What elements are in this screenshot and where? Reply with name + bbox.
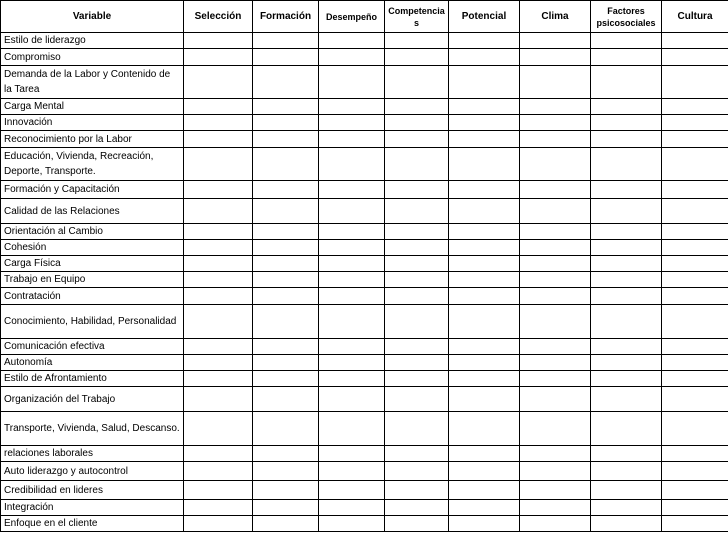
empty-cell[interactable] bbox=[385, 305, 449, 339]
table-row bbox=[1, 240, 728, 256]
empty-cell[interactable] bbox=[662, 148, 728, 181]
empty-cell[interactable] bbox=[520, 355, 591, 371]
empty-cell[interactable] bbox=[662, 481, 728, 500]
variable-cell: Contratación bbox=[1, 288, 184, 305]
empty-cell[interactable] bbox=[184, 99, 253, 115]
empty-cell[interactable] bbox=[385, 115, 449, 131]
empty-cell[interactable] bbox=[591, 481, 662, 500]
empty-cell[interactable] bbox=[253, 339, 319, 355]
empty-cell[interactable] bbox=[591, 240, 662, 256]
empty-cell[interactable] bbox=[449, 256, 520, 272]
empty-cell[interactable] bbox=[591, 500, 662, 516]
empty-cell[interactable] bbox=[253, 33, 319, 49]
empty-cell[interactable] bbox=[319, 131, 385, 148]
empty-cell[interactable] bbox=[253, 446, 319, 462]
empty-cell[interactable] bbox=[449, 305, 520, 339]
empty-cell[interactable] bbox=[449, 387, 520, 412]
table-row bbox=[1, 272, 728, 288]
variable-cell: Organización del Trabajo bbox=[1, 387, 184, 412]
empty-cell[interactable] bbox=[385, 148, 449, 181]
header-formacion: Formación bbox=[253, 1, 319, 33]
empty-cell[interactable] bbox=[449, 339, 520, 355]
empty-cell[interactable] bbox=[662, 256, 728, 272]
empty-cell[interactable] bbox=[662, 516, 728, 532]
empty-cell[interactable] bbox=[662, 240, 728, 256]
variable-cell: Orientación al Cambio bbox=[1, 224, 184, 240]
table-row bbox=[1, 224, 728, 240]
empty-cell[interactable] bbox=[662, 462, 728, 481]
empty-cell[interactable] bbox=[385, 500, 449, 516]
empty-cell[interactable] bbox=[319, 148, 385, 181]
table-row bbox=[1, 131, 728, 148]
empty-cell[interactable] bbox=[449, 272, 520, 288]
variable-cell: Credibilidad en lideres bbox=[1, 481, 184, 500]
empty-cell[interactable] bbox=[385, 33, 449, 49]
empty-cell[interactable] bbox=[520, 256, 591, 272]
empty-cell[interactable] bbox=[520, 305, 591, 339]
table-row bbox=[1, 256, 728, 272]
table-row bbox=[1, 481, 728, 500]
empty-cell[interactable] bbox=[449, 148, 520, 181]
table-row bbox=[1, 181, 728, 199]
empty-cell[interactable] bbox=[449, 224, 520, 240]
table-row bbox=[1, 412, 728, 446]
empty-cell[interactable] bbox=[319, 387, 385, 412]
empty-cell[interactable] bbox=[662, 66, 728, 99]
empty-cell[interactable] bbox=[319, 412, 385, 446]
empty-cell[interactable] bbox=[253, 240, 319, 256]
empty-cell[interactable] bbox=[591, 412, 662, 446]
empty-cell[interactable] bbox=[184, 66, 253, 99]
empty-cell[interactable] bbox=[662, 272, 728, 288]
empty-cell[interactable] bbox=[662, 500, 728, 516]
variable-cell: Enfoque en el cliente bbox=[1, 516, 184, 532]
empty-cell[interactable] bbox=[449, 199, 520, 224]
empty-cell[interactable] bbox=[591, 224, 662, 240]
empty-cell[interactable] bbox=[449, 462, 520, 481]
empty-cell[interactable] bbox=[319, 224, 385, 240]
variable-cell: Cohesión bbox=[1, 240, 184, 256]
empty-cell[interactable] bbox=[662, 446, 728, 462]
empty-cell[interactable] bbox=[449, 288, 520, 305]
empty-cell[interactable] bbox=[591, 199, 662, 224]
table-row bbox=[1, 199, 728, 224]
empty-cell[interactable] bbox=[591, 387, 662, 412]
empty-cell[interactable] bbox=[449, 446, 520, 462]
empty-cell[interactable] bbox=[184, 288, 253, 305]
empty-cell[interactable] bbox=[184, 272, 253, 288]
empty-cell[interactable] bbox=[520, 224, 591, 240]
empty-cell[interactable] bbox=[449, 240, 520, 256]
variable-cell: Estilo de liderazgo bbox=[1, 33, 184, 49]
empty-cell[interactable] bbox=[591, 66, 662, 99]
empty-cell[interactable] bbox=[662, 371, 728, 387]
empty-cell[interactable] bbox=[520, 199, 591, 224]
variable-cell: Educación, Vivienda, Recreación, Deporte, Transporte. bbox=[1, 148, 184, 181]
empty-cell[interactable] bbox=[591, 181, 662, 199]
empty-cell[interactable] bbox=[319, 500, 385, 516]
empty-cell[interactable] bbox=[520, 339, 591, 355]
empty-cell[interactable] bbox=[591, 99, 662, 115]
empty-cell[interactable] bbox=[184, 387, 253, 412]
empty-cell[interactable] bbox=[319, 481, 385, 500]
empty-cell[interactable] bbox=[385, 272, 449, 288]
empty-cell[interactable] bbox=[520, 49, 591, 66]
empty-cell[interactable] bbox=[253, 371, 319, 387]
empty-cell[interactable] bbox=[385, 355, 449, 371]
empty-cell[interactable] bbox=[662, 99, 728, 115]
empty-cell[interactable] bbox=[662, 224, 728, 240]
empty-cell[interactable] bbox=[520, 371, 591, 387]
empty-cell[interactable] bbox=[253, 115, 319, 131]
empty-cell[interactable] bbox=[319, 462, 385, 481]
empty-cell[interactable] bbox=[184, 199, 253, 224]
empty-cell[interactable] bbox=[520, 462, 591, 481]
empty-cell[interactable] bbox=[184, 412, 253, 446]
empty-cell[interactable] bbox=[319, 272, 385, 288]
empty-cell[interactable] bbox=[385, 99, 449, 115]
empty-cell[interactable] bbox=[319, 516, 385, 532]
empty-cell[interactable] bbox=[591, 288, 662, 305]
empty-cell[interactable] bbox=[662, 181, 728, 199]
table-row bbox=[1, 99, 728, 115]
empty-cell[interactable] bbox=[184, 305, 253, 339]
variable-cell: Integración bbox=[1, 500, 184, 516]
empty-cell[interactable] bbox=[591, 355, 662, 371]
empty-cell[interactable] bbox=[591, 131, 662, 148]
empty-cell[interactable] bbox=[385, 462, 449, 481]
variable-cell: Trabajo en Equipo bbox=[1, 272, 184, 288]
table-row bbox=[1, 500, 728, 516]
empty-cell[interactable] bbox=[253, 66, 319, 99]
empty-cell[interactable] bbox=[184, 181, 253, 199]
empty-cell[interactable] bbox=[319, 33, 385, 49]
variable-cell: Estilo de Afrontamiento bbox=[1, 371, 184, 387]
empty-cell[interactable] bbox=[253, 355, 319, 371]
empty-cell[interactable] bbox=[449, 412, 520, 446]
table-row bbox=[1, 305, 728, 339]
empty-cell[interactable] bbox=[591, 305, 662, 339]
table-row bbox=[1, 49, 728, 66]
variable-cell: Conocimiento, Habilidad, Personalidad bbox=[1, 305, 184, 339]
empty-cell[interactable] bbox=[184, 446, 253, 462]
empty-cell[interactable] bbox=[591, 516, 662, 532]
table-row bbox=[1, 462, 728, 481]
variable-cell: Carga Mental bbox=[1, 99, 184, 115]
empty-cell[interactable] bbox=[449, 49, 520, 66]
header-variable: Variable bbox=[1, 1, 184, 33]
variable-cell: Calidad de las Relaciones bbox=[1, 199, 184, 224]
empty-cell[interactable] bbox=[253, 516, 319, 532]
empty-cell[interactable] bbox=[520, 131, 591, 148]
empty-cell[interactable] bbox=[253, 49, 319, 66]
empty-cell[interactable] bbox=[184, 49, 253, 66]
empty-cell[interactable] bbox=[520, 288, 591, 305]
empty-cell[interactable] bbox=[253, 99, 319, 115]
empty-cell[interactable] bbox=[253, 481, 319, 500]
variable-cell: relaciones laborales bbox=[1, 446, 184, 462]
variable-cell: Carga Física bbox=[1, 256, 184, 272]
empty-cell[interactable] bbox=[449, 355, 520, 371]
header-row bbox=[1, 1, 728, 33]
empty-cell[interactable] bbox=[385, 481, 449, 500]
table-row bbox=[1, 371, 728, 387]
empty-cell[interactable] bbox=[449, 481, 520, 500]
empty-cell[interactable] bbox=[449, 99, 520, 115]
empty-cell[interactable] bbox=[591, 256, 662, 272]
empty-cell[interactable] bbox=[253, 500, 319, 516]
empty-cell[interactable] bbox=[662, 288, 728, 305]
empty-cell[interactable] bbox=[662, 199, 728, 224]
empty-cell[interactable] bbox=[253, 305, 319, 339]
empty-cell[interactable] bbox=[319, 256, 385, 272]
empty-cell[interactable] bbox=[520, 500, 591, 516]
variable-cell: Compromiso bbox=[1, 49, 184, 66]
empty-cell[interactable] bbox=[449, 371, 520, 387]
empty-cell[interactable] bbox=[449, 181, 520, 199]
empty-cell[interactable] bbox=[319, 371, 385, 387]
table-row bbox=[1, 148, 728, 181]
empty-cell[interactable] bbox=[253, 181, 319, 199]
table-row bbox=[1, 516, 728, 532]
variable-cell: Reconocimiento por la Labor bbox=[1, 131, 184, 148]
empty-cell[interactable] bbox=[591, 148, 662, 181]
empty-cell[interactable] bbox=[385, 288, 449, 305]
empty-cell[interactable] bbox=[591, 462, 662, 481]
variable-cell: Comunicación efectiva bbox=[1, 339, 184, 355]
empty-cell[interactable] bbox=[449, 131, 520, 148]
table-row bbox=[1, 446, 728, 462]
empty-cell[interactable] bbox=[385, 446, 449, 462]
empty-cell[interactable] bbox=[184, 481, 253, 500]
empty-cell[interactable] bbox=[449, 115, 520, 131]
empty-cell[interactable] bbox=[449, 66, 520, 99]
empty-cell[interactable] bbox=[520, 181, 591, 199]
empty-cell[interactable] bbox=[184, 500, 253, 516]
empty-cell[interactable] bbox=[184, 33, 253, 49]
empty-cell[interactable] bbox=[184, 371, 253, 387]
empty-cell[interactable] bbox=[662, 387, 728, 412]
empty-cell[interactable] bbox=[184, 256, 253, 272]
variable-cell: Demanda de la Labor y Contenido de la Tarea bbox=[1, 66, 184, 99]
empty-cell[interactable] bbox=[319, 199, 385, 224]
empty-cell[interactable] bbox=[253, 199, 319, 224]
empty-cell[interactable] bbox=[520, 33, 591, 49]
empty-cell[interactable] bbox=[662, 412, 728, 446]
empty-cell[interactable] bbox=[385, 199, 449, 224]
empty-cell[interactable] bbox=[253, 288, 319, 305]
empty-cell[interactable] bbox=[184, 224, 253, 240]
empty-cell[interactable] bbox=[385, 224, 449, 240]
empty-cell[interactable] bbox=[253, 387, 319, 412]
empty-cell[interactable] bbox=[520, 516, 591, 532]
empty-cell[interactable] bbox=[319, 66, 385, 99]
empty-cell[interactable] bbox=[385, 412, 449, 446]
variable-cell: Transporte, Vivienda, Salud, Descanso. bbox=[1, 412, 184, 446]
empty-cell[interactable] bbox=[253, 462, 319, 481]
empty-cell[interactable] bbox=[385, 49, 449, 66]
empty-cell[interactable] bbox=[449, 516, 520, 532]
empty-cell[interactable] bbox=[662, 305, 728, 339]
table-row bbox=[1, 288, 728, 305]
variable-cell: Autonomía bbox=[1, 355, 184, 371]
table-row bbox=[1, 66, 728, 99]
variable-cell: Auto liderazgo y autocontrol bbox=[1, 462, 184, 481]
empty-cell[interactable] bbox=[591, 33, 662, 49]
header-clima: Clima bbox=[520, 1, 591, 33]
empty-cell[interactable] bbox=[184, 240, 253, 256]
header-desempeno: Desempeño bbox=[319, 1, 385, 33]
empty-cell[interactable] bbox=[319, 288, 385, 305]
empty-cell[interactable] bbox=[520, 240, 591, 256]
empty-cell[interactable] bbox=[184, 131, 253, 148]
empty-cell[interactable] bbox=[591, 446, 662, 462]
empty-cell[interactable] bbox=[385, 240, 449, 256]
empty-cell[interactable] bbox=[385, 516, 449, 532]
empty-cell[interactable] bbox=[385, 339, 449, 355]
empty-cell[interactable] bbox=[253, 272, 319, 288]
empty-cell[interactable] bbox=[520, 272, 591, 288]
empty-cell[interactable] bbox=[520, 481, 591, 500]
empty-cell[interactable] bbox=[662, 339, 728, 355]
empty-cell[interactable] bbox=[662, 115, 728, 131]
empty-cell[interactable] bbox=[385, 256, 449, 272]
empty-cell[interactable] bbox=[184, 355, 253, 371]
empty-cell[interactable] bbox=[319, 115, 385, 131]
empty-cell[interactable] bbox=[662, 33, 728, 49]
empty-cell[interactable] bbox=[662, 49, 728, 66]
empty-cell[interactable] bbox=[591, 115, 662, 131]
empty-cell[interactable] bbox=[319, 446, 385, 462]
empty-cell[interactable] bbox=[319, 181, 385, 199]
table-row bbox=[1, 387, 728, 412]
empty-cell[interactable] bbox=[385, 131, 449, 148]
variable-cell: Innovación bbox=[1, 115, 184, 131]
table-row bbox=[1, 33, 728, 49]
empty-cell[interactable] bbox=[591, 339, 662, 355]
empty-cell[interactable] bbox=[319, 355, 385, 371]
empty-cell[interactable] bbox=[520, 99, 591, 115]
header-cultura: Cultura bbox=[662, 1, 728, 33]
empty-cell[interactable] bbox=[385, 66, 449, 99]
empty-cell[interactable] bbox=[591, 49, 662, 66]
empty-cell[interactable] bbox=[184, 462, 253, 481]
empty-cell[interactable] bbox=[520, 387, 591, 412]
header-factores-psicosociales: Factores psicosociales bbox=[591, 1, 662, 33]
variable-cell: Formación y Capacitación bbox=[1, 181, 184, 199]
empty-cell[interactable] bbox=[253, 412, 319, 446]
empty-cell[interactable] bbox=[591, 371, 662, 387]
table-row bbox=[1, 339, 728, 355]
empty-cell[interactable] bbox=[253, 256, 319, 272]
empty-cell[interactable] bbox=[184, 339, 253, 355]
empty-cell[interactable] bbox=[319, 305, 385, 339]
header-competencias: Competencias bbox=[385, 1, 449, 33]
empty-cell[interactable] bbox=[184, 516, 253, 532]
empty-cell[interactable] bbox=[385, 371, 449, 387]
empty-cell[interactable] bbox=[520, 115, 591, 131]
empty-cell[interactable] bbox=[319, 49, 385, 66]
empty-cell[interactable] bbox=[449, 33, 520, 49]
empty-cell[interactable] bbox=[319, 339, 385, 355]
header-potencial: Potencial bbox=[449, 1, 520, 33]
empty-cell[interactable] bbox=[385, 387, 449, 412]
empty-cell[interactable] bbox=[253, 131, 319, 148]
empty-cell[interactable] bbox=[449, 500, 520, 516]
empty-cell[interactable] bbox=[520, 446, 591, 462]
empty-cell[interactable] bbox=[662, 355, 728, 371]
empty-cell[interactable] bbox=[253, 224, 319, 240]
empty-cell[interactable] bbox=[319, 240, 385, 256]
empty-cell[interactable] bbox=[520, 148, 591, 181]
empty-cell[interactable] bbox=[184, 148, 253, 181]
empty-cell[interactable] bbox=[319, 99, 385, 115]
empty-cell[interactable] bbox=[591, 272, 662, 288]
empty-cell[interactable] bbox=[184, 115, 253, 131]
table-row bbox=[1, 115, 728, 131]
header-seleccion: Selección bbox=[184, 1, 253, 33]
table-row bbox=[1, 355, 728, 371]
empty-cell[interactable] bbox=[520, 66, 591, 99]
empty-cell[interactable] bbox=[662, 131, 728, 148]
empty-cell[interactable] bbox=[385, 181, 449, 199]
empty-cell[interactable] bbox=[520, 412, 591, 446]
empty-cell[interactable] bbox=[253, 148, 319, 181]
